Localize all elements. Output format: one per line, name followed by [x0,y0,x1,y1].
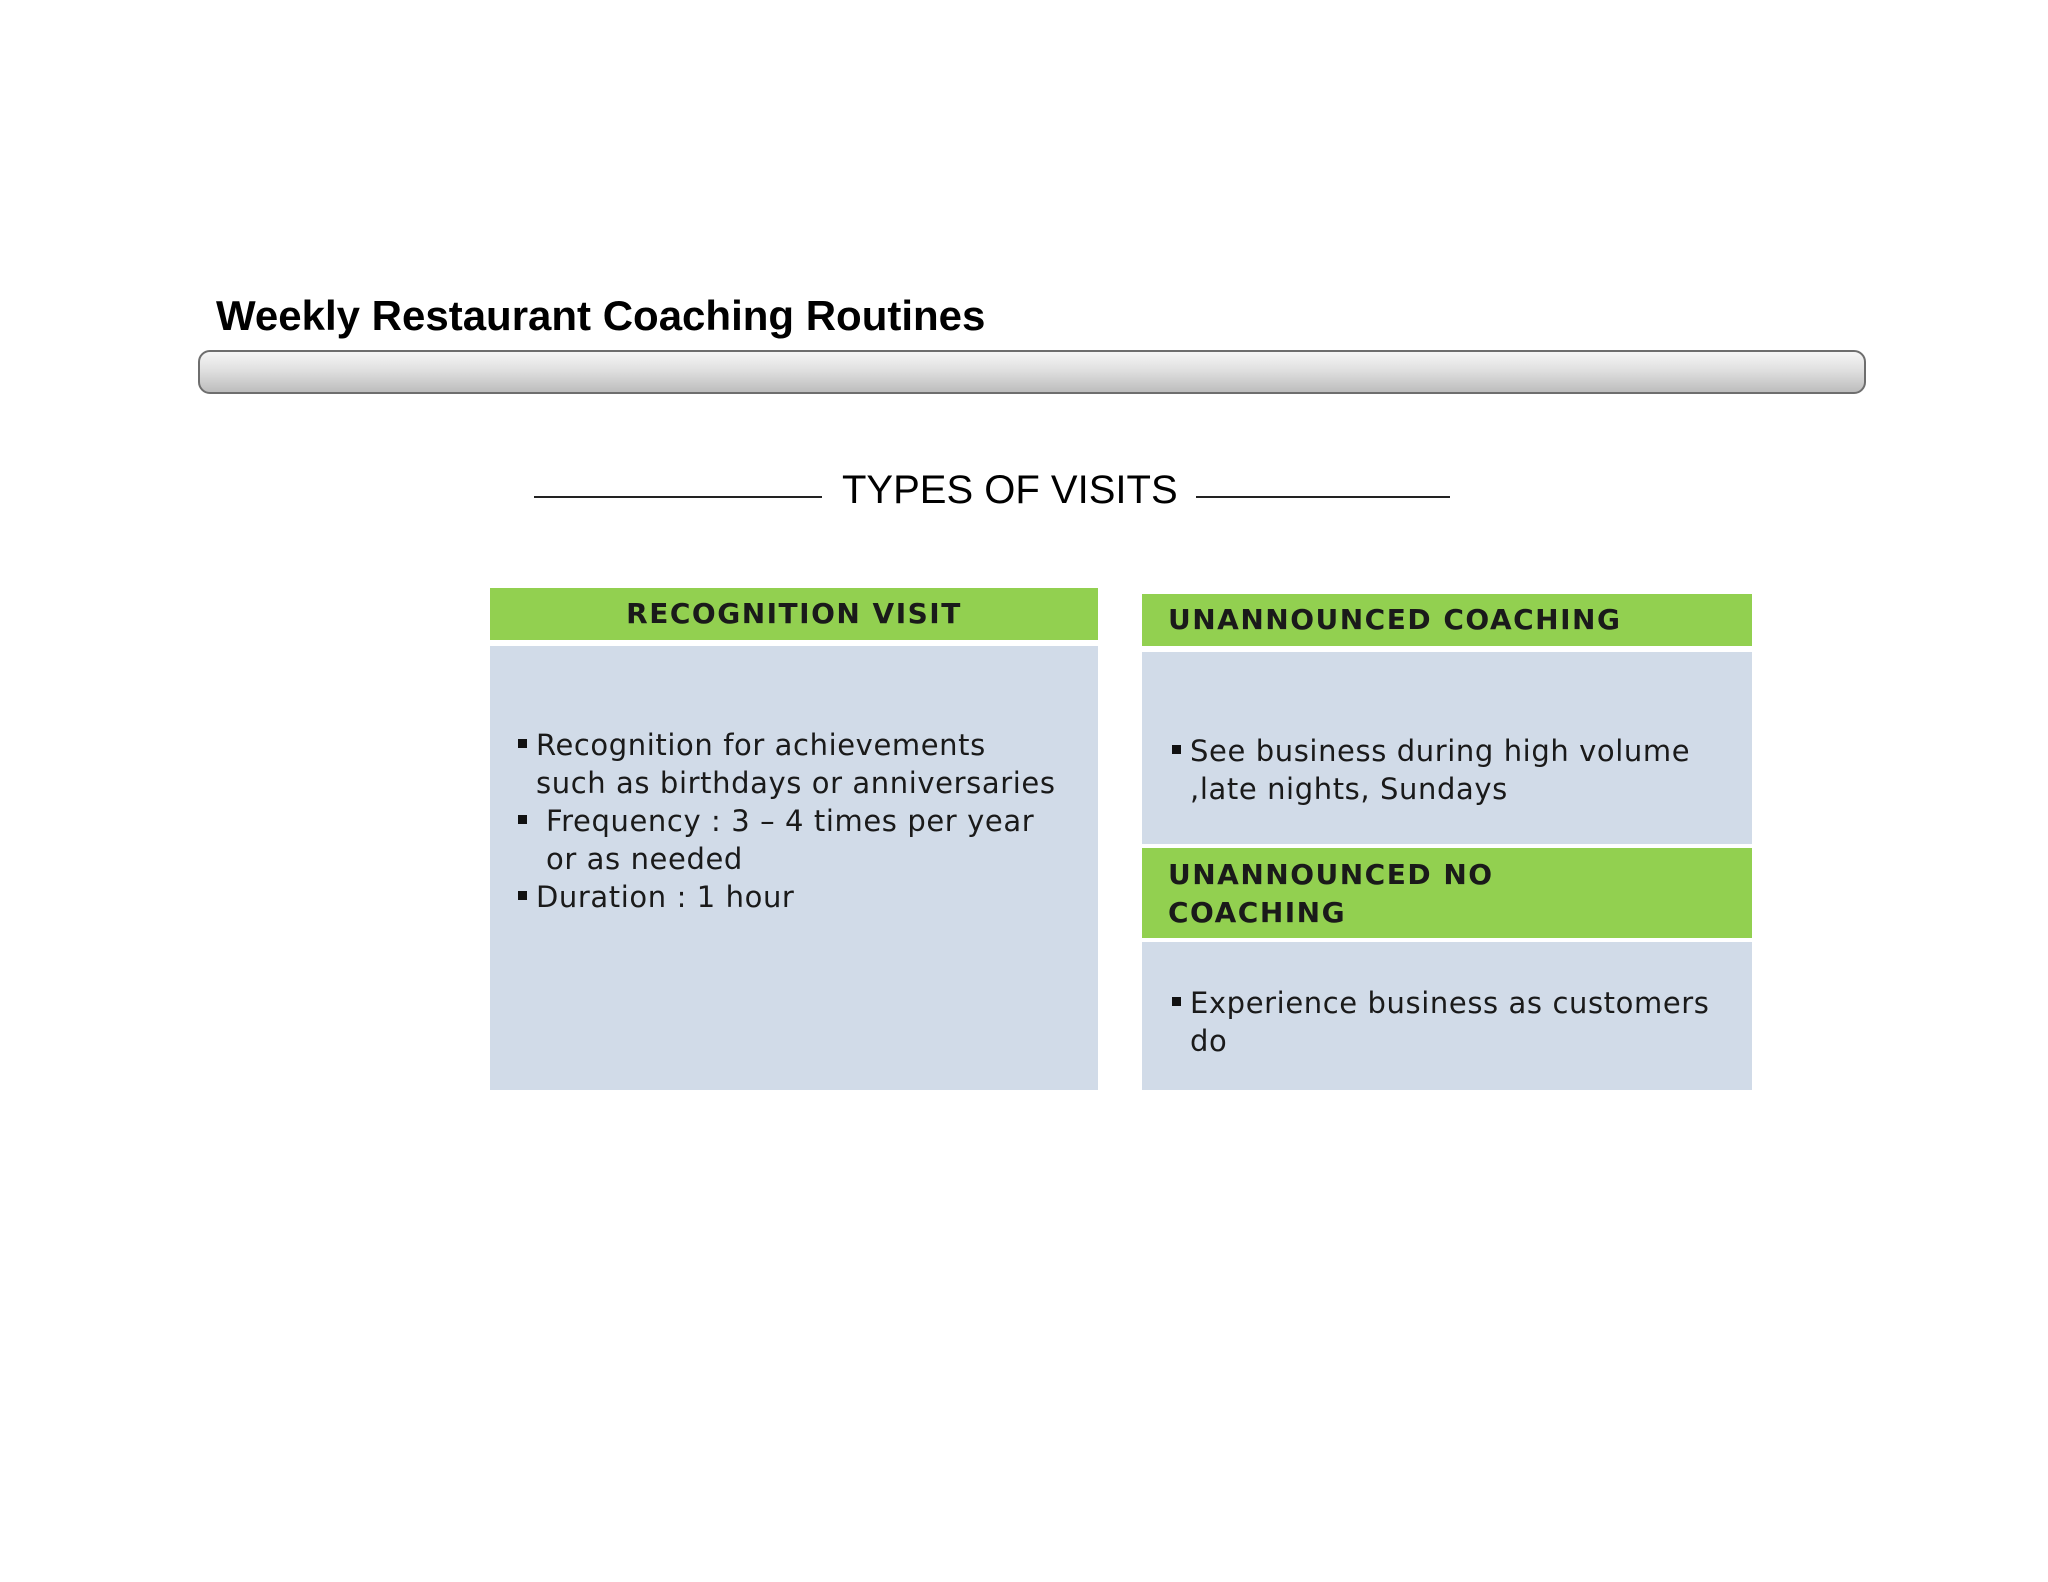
section-rule-right [1196,496,1450,498]
list-item [514,726,1058,802]
bullet-icon [518,815,527,824]
list-item [1168,732,1712,808]
bullet-icon [518,739,527,748]
list-item-text: Experience business as customers do [1190,986,1710,1058]
bullet-icon [518,891,527,900]
unannounced-no-coaching-body [1142,942,1752,1090]
unannounced-no-coaching-list [1168,984,1712,1060]
header-line-1: UNANNOUNCED NO [1168,858,1494,891]
list-item-text: Frequency : 3 – 4 times per year or as needed [546,804,1035,876]
section-heading: TYPES OF VISITS [842,468,1178,512]
list-item-text: Duration : 1 hour [536,880,795,914]
section-rule-left [534,496,822,498]
recognition-visit-list [514,726,1058,916]
unannounced-coaching-body [1142,652,1752,844]
page-title: Weekly Restaurant Coaching Routines [216,292,986,339]
list-item [514,802,1058,878]
recognition-visit-body [490,646,1098,1090]
recognition-visit-header: RECOGNITION VISIT [490,588,1098,640]
header-line-2: COACHING [1168,896,1347,929]
list-item-text: Recognition for achievements such as birthdays or anniversaries [536,728,1056,800]
unannounced-no-coaching-header [1142,848,1752,938]
unannounced-coaching-header: UNANNOUNCED COACHING [1142,594,1752,646]
bullet-icon [1172,997,1181,1006]
title-bar [198,350,1866,394]
list-item [514,878,1058,916]
list-item [1168,984,1712,1060]
unannounced-coaching-list [1168,732,1712,808]
list-item-text: See business during high volume ,late nights, Sundays [1190,734,1691,806]
bullet-icon [1172,745,1181,754]
